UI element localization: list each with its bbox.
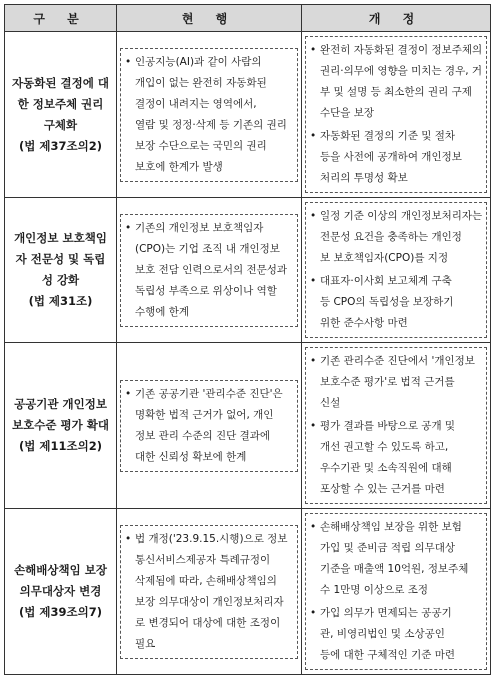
item-line: 보호 전담 인력으로서의 전문성과 <box>135 263 288 276</box>
item-line: • 인공지능(AI)과 같이 사람의 <box>135 55 262 68</box>
category-cell <box>5 32 117 198</box>
list-item <box>320 351 482 414</box>
item-line: 독립성 부족으로 위상이나 역할 <box>135 284 277 297</box>
item-line: 통신서비스제공자 특례규정이 <box>135 553 271 566</box>
list-item <box>320 40 482 124</box>
item-line: 보장 수단으로는 국민의 권리 <box>135 139 267 152</box>
revised-cell <box>302 343 491 509</box>
list-item <box>320 416 482 500</box>
item-line: • 손해배상책임 보장을 위한 보험 <box>320 521 462 533</box>
category-line: 손해배상책임 보장 <box>14 563 107 577</box>
item-line: 대한 신뢰성 확보에 한계 <box>135 450 247 463</box>
current-box <box>120 214 298 327</box>
table-row <box>5 509 491 675</box>
item-line: 수단을 보장 <box>320 107 375 119</box>
item-line: 열람 및 정정·삭제 등 기존의 권리 <box>135 118 287 131</box>
comparison-table <box>4 4 491 675</box>
category-line: 보호수준 평가 확대 <box>12 418 109 432</box>
item-line: 가입 및 준비금 적립 의무대상 <box>320 542 456 554</box>
category-line: 공공기관 개인정보 <box>14 397 107 411</box>
revised-box <box>305 36 487 193</box>
item-line: 등에 대한 구체적인 기준 마련 <box>320 649 456 661</box>
list-item <box>135 52 293 178</box>
item-line: 등 CPO의 독립성을 보장하기 <box>320 296 454 308</box>
item-line: 수 1만명 이상으로 조정 <box>320 584 428 596</box>
item-line: 삭제됨에 따라, 손해배상책임의 <box>135 574 277 587</box>
item-line: 우수기관 및 소속직원에 대해 <box>320 462 452 474</box>
list-item <box>320 206 482 269</box>
item-line: 신설 <box>320 397 341 409</box>
header-row <box>5 5 491 32</box>
item-line: • 법 개정('23.9.15.시행)으로 정보 <box>135 532 288 545</box>
item-line: 권리·의무에 영향을 미치는 경우, 거 <box>320 65 483 77</box>
item-line: • 가입 의무가 면제되는 공공기 <box>320 607 452 619</box>
list-item <box>320 603 482 666</box>
table-row <box>5 32 491 198</box>
category-line: 자동화된 결정에 대 <box>12 75 109 90</box>
category-cell <box>5 198 117 343</box>
category-line: 성 강화 <box>41 273 80 287</box>
item-line: 개입이 없는 완전히 자동화된 <box>135 76 267 89</box>
list-item <box>320 126 482 189</box>
item-line: • 일정 기준 이상의 개인정보처리자는 <box>320 210 483 222</box>
current-box <box>120 525 298 659</box>
revised-box <box>305 347 487 504</box>
current-box <box>120 380 298 472</box>
header-revised: 개 정 <box>302 5 491 32</box>
category-line: 한 정보주체 권리 <box>17 96 104 111</box>
item-line: (CPO)는 기업 조직 내 개인정보 <box>135 242 280 255</box>
list-item <box>320 271 482 334</box>
item-line: 처리의 투명성 확보 <box>320 172 408 184</box>
item-line: 필요 <box>135 637 156 650</box>
header-current: 현 행 <box>117 5 302 32</box>
item-line: • 기존의 개인정보 보호책임자 <box>135 221 264 234</box>
category-line: (법 제39조의7) <box>19 605 102 619</box>
list-item <box>135 218 293 323</box>
category-line: (법 제11조의2) <box>19 439 102 453</box>
item-line: 보장 의무대상이 개인정보처리자 <box>135 595 284 608</box>
item-line: 보호수준 평가'로 법적 근거를 <box>320 376 455 388</box>
category-line: 구체화 <box>43 117 78 132</box>
revised-box <box>305 202 487 338</box>
item-line: 로 변경되어 대상에 대한 조정이 <box>135 616 281 629</box>
revised-cell <box>302 198 491 343</box>
item-line: 포상할 수 있는 근거를 마련 <box>320 483 445 495</box>
item-line: 부 및 설명 등 최소한의 권리 구제 <box>320 86 472 98</box>
list-item <box>135 384 293 468</box>
current-cell <box>117 343 302 509</box>
category-line: 개인정보 보호책임 <box>14 231 107 245</box>
list-item <box>320 517 482 601</box>
item-line: 등을 사전에 공개하여 개인정보 <box>320 151 462 163</box>
category-line: (법 제31조) <box>28 294 93 308</box>
current-cell <box>117 198 302 343</box>
item-line: • 대표자·이사회 보고체계 구축 <box>320 275 452 287</box>
category-line: 자 전문성 및 독립 <box>15 252 106 266</box>
item-line: 전문성 요건을 충족하는 개인정 <box>320 231 462 243</box>
item-line: 위한 준수사항 마련 <box>320 317 408 329</box>
category-line: 의무대상자 변경 <box>19 584 102 598</box>
header-category: 구 분 <box>5 5 117 32</box>
table-row <box>5 343 491 509</box>
table-row <box>5 198 491 343</box>
revised-cell <box>302 32 491 198</box>
list-item <box>135 529 293 655</box>
item-line: 수행에 한계 <box>135 305 190 318</box>
item-line: 보호에 한계가 발생 <box>135 160 223 173</box>
item-line: • 완전히 자동화된 결정이 정보주체의 <box>320 44 483 56</box>
current-cell <box>117 509 302 675</box>
item-line: 정보 관리 수준의 진단 결과에 <box>135 429 271 442</box>
current-cell <box>117 32 302 198</box>
item-line: • 자동화된 결정의 기준 및 절차 <box>320 130 456 142</box>
item-line: 기준을 매출액 10억원, 정보주체 <box>320 563 469 575</box>
category-cell <box>5 509 117 675</box>
item-line: 관, 비영리법인 및 소상공인 <box>320 628 445 640</box>
item-line: • 기존 관리수준 진단에서 '개인정보 <box>320 355 475 367</box>
item-line: • 평가 결과를 바탕으로 공개 및 <box>320 420 456 432</box>
item-line: 명확한 법적 근거가 없어, 개인 <box>135 408 274 421</box>
item-line: 보 보호책임자(CPO)를 지정 <box>320 252 449 264</box>
category-cell <box>5 343 117 509</box>
item-line: 개선 권고할 수 있도록 하고, <box>320 441 449 453</box>
item-line: 결정이 내려지는 영역에서, <box>135 97 257 110</box>
revised-box <box>305 513 487 670</box>
current-box <box>120 48 298 182</box>
revised-cell <box>302 509 491 675</box>
category-line: (법 제37조의2) <box>19 138 102 153</box>
item-line: • 기존 공공기관 '관리수준 진단'은 <box>135 387 283 400</box>
